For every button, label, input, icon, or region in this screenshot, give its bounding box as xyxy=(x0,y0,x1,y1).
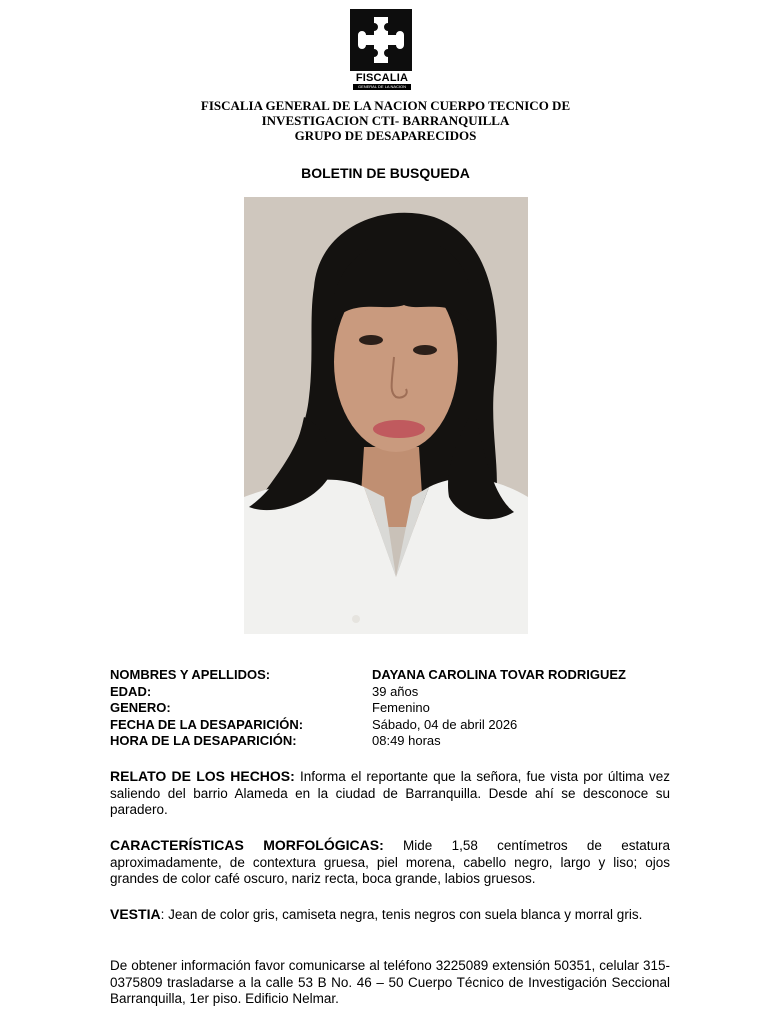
logo-text: FISCALIA xyxy=(355,72,409,84)
caracteristicas-heading: CARACTERÍSTICAS MORFOLÓGICAS: xyxy=(110,837,384,853)
field-value: 08:49 horas xyxy=(372,733,441,748)
field-value: 39 años xyxy=(372,683,419,699)
field-row xyxy=(110,667,670,684)
field-row xyxy=(110,700,670,717)
field-value: DAYANA CAROLINA TOVAR RODRIGUEZ xyxy=(372,667,627,682)
field-label: NOMBRES Y APELLIDOS: xyxy=(110,667,271,682)
field-label: FECHA DE LA DESAPARICIÓN: xyxy=(110,716,304,732)
header-line-2: INVESTIGACION CTI- BARRANQUILLA xyxy=(261,113,510,128)
missing-person-photo xyxy=(244,197,528,634)
contact-paragraph: De obtener información favor comunicarse al teléfono 3225089 extensión 50351, celular 315-0375809 trasladarse a la calle 53 B No. 46 – 50 Cuerpo Técnico de Investigación Seccional Barranquilla, 1er piso. Edificio Nelmar. xyxy=(110,958,670,1006)
field-label: GENERO: xyxy=(110,700,171,715)
header-line-3: GRUPO DE DESAPARECIDOS xyxy=(294,128,477,143)
fiscalia-logo xyxy=(350,9,414,93)
bulletin-title: BOLETIN DE BUSQUEDA xyxy=(301,165,470,181)
field-value: Sábado, 04 de abril 2026 xyxy=(372,716,518,732)
vestia-paragraph xyxy=(110,906,670,924)
caracteristicas-paragraph xyxy=(110,837,670,888)
puzzle-icon xyxy=(350,9,412,71)
relato-text: Informa el reportante que la señora, fue vista por última vez saliendo del barrio Alameda en la ciudad de Barranquilla. Desde ahí se desconoce su paradero. xyxy=(110,769,670,817)
vestia-heading: VESTIA xyxy=(110,906,161,922)
vestia-text: : Jean de color gris, camiseta negra, tenis negros con suela blanca y morral gris. xyxy=(160,907,643,922)
field-value: Femenino xyxy=(372,700,430,715)
institution-header xyxy=(100,98,671,143)
header-line-1: FISCALIA GENERAL DE LA NACION CUERPO TECNICO DE xyxy=(200,98,571,113)
caracteristicas-text: Mide 1,58 centímetros de estatura aproximadamente, de contextura gruesa, piel morena, cabello negro, largo y liso; ojos grandes de color café oscuro, nariz recta, boca grande, labios gruesos. xyxy=(110,838,670,886)
field-row xyxy=(110,733,670,750)
relato-heading: RELATO DE LOS HECHOS: xyxy=(110,768,295,784)
field-row xyxy=(110,717,670,734)
relato-paragraph xyxy=(110,768,670,819)
logo-subtext: GENERAL DE LA NACION xyxy=(353,84,411,90)
person-details xyxy=(110,667,670,750)
field-label: HORA DE LA DESAPARICIÓN: xyxy=(110,733,297,748)
field-label: EDAD: xyxy=(110,683,152,699)
field-row xyxy=(110,684,670,701)
